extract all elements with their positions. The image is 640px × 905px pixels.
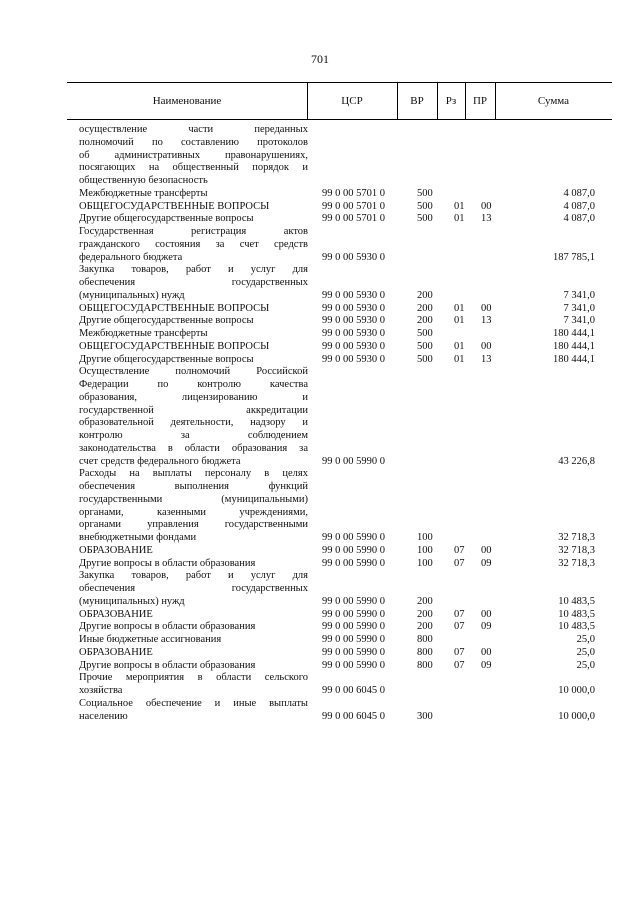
- row-vr: 500: [417, 213, 433, 225]
- row-pr: 00: [481, 200, 492, 212]
- row-name: [79, 698, 308, 724]
- table-row: [79, 226, 611, 264]
- row-sum: 32 718,3: [558, 544, 595, 556]
- table-row: [79, 341, 611, 354]
- table-row: [79, 698, 611, 724]
- row-vr: 200: [417, 621, 433, 633]
- row-csr: 99 0 00 6045 0: [322, 710, 385, 722]
- row-sum: 4 087,0: [563, 187, 595, 199]
- table-row: [79, 558, 611, 571]
- row-sum: 4 087,0: [563, 200, 595, 212]
- row-name-line: Другие общегосударственные вопросы: [79, 353, 254, 365]
- row-name: [79, 609, 308, 622]
- table-row: [79, 468, 611, 545]
- row-vr: 500: [417, 200, 433, 212]
- row-rz: 01: [454, 340, 465, 352]
- row-sum: 43 226,8: [558, 455, 595, 467]
- row-vr: 200: [417, 315, 433, 327]
- row-name-line: ОБЩЕГОСУДАРСТВЕННЫЕ ВОПРОСЫ: [79, 302, 270, 314]
- table-header: [67, 82, 612, 120]
- row-csr: 99 0 00 5990 0: [322, 634, 385, 645]
- table-row: [79, 647, 611, 660]
- table-row: [79, 672, 611, 698]
- row-vr: 800: [417, 646, 433, 658]
- row-name: [79, 647, 308, 660]
- row-csr: 99 0 00 5990 0: [322, 608, 385, 620]
- row-pr: 13: [481, 315, 492, 327]
- row-sum: 10 483,5: [558, 595, 595, 607]
- row-sum: 25,0: [576, 659, 595, 671]
- row-rz: 01: [454, 200, 465, 212]
- row-vr: 500: [417, 328, 433, 339]
- table-row: [79, 354, 611, 367]
- row-rz: 07: [454, 557, 465, 569]
- row-pr: 13: [481, 213, 492, 225]
- row-name-line: об административных правонарушениях,: [79, 149, 308, 161]
- row-csr: 99 0 00 5701 0: [322, 200, 385, 212]
- row-csr: 99 0 00 5930 0: [322, 353, 385, 365]
- row-csr: 99 0 00 5701 0: [322, 213, 385, 225]
- row-name-line: ОБЩЕГОСУДАРСТВЕННЫЕ ВОПРОСЫ: [79, 200, 270, 212]
- row-pr: 09: [481, 557, 492, 569]
- row-sum: 7 341,0: [563, 315, 595, 327]
- row-name-line: ОБРАЗОВАНИЕ: [79, 608, 153, 620]
- header-rz: Рз: [437, 83, 466, 119]
- row-name: [79, 188, 308, 201]
- row-name-line: (муниципальных) нужд: [79, 289, 185, 301]
- row-name-line: Государственная регистрация актов: [79, 226, 308, 237]
- row-name: [79, 545, 308, 558]
- row-name-line: государственными (муниципальными): [79, 493, 308, 505]
- row-name-line: общественную безопасность: [79, 175, 208, 186]
- row-name: [79, 660, 308, 673]
- row-pr: 09: [481, 621, 492, 633]
- table-row: [79, 621, 611, 634]
- row-name-line: Закупка товаров, работ и услуг для: [79, 264, 308, 276]
- row-vr: 500: [417, 187, 433, 199]
- row-name: [79, 354, 308, 367]
- row-csr: 99 0 00 5990 0: [322, 621, 385, 633]
- row-name-line: Федерации по контролю качества: [79, 379, 308, 390]
- row-vr: 200: [417, 595, 433, 607]
- row-name-line: полномочий по составлению протоколов: [79, 136, 308, 148]
- row-csr: 99 0 00 5930 0: [322, 251, 385, 263]
- row-rz: 07: [454, 544, 465, 556]
- row-name-line: Иные бюджетные ассигнования: [79, 634, 222, 645]
- table-row: [79, 188, 611, 201]
- row-name-line: Закупка товаров, работ и услуг для: [79, 570, 308, 582]
- row-sum: 10 000,0: [558, 710, 595, 722]
- row-csr: 99 0 00 5990 0: [322, 659, 385, 671]
- header-csr: ЦСР: [307, 83, 398, 119]
- row-pr: 00: [481, 608, 492, 620]
- row-csr: 99 0 00 5990 0: [322, 455, 385, 467]
- row-vr: 100: [417, 557, 433, 569]
- table-row: [79, 328, 611, 341]
- row-name-line: Другие вопросы в области образования: [79, 621, 256, 633]
- row-name-line: посягающих на общественный порядок и: [79, 162, 308, 174]
- row-name: [79, 213, 308, 226]
- header-name: Наименование: [67, 83, 308, 119]
- row-name-line: Межбюджетные трансферты: [79, 328, 208, 339]
- row-sum: 32 718,3: [558, 532, 595, 543]
- row-vr: 800: [417, 634, 433, 645]
- row-pr: 00: [481, 340, 492, 352]
- row-name: [79, 634, 308, 647]
- row-name-line: законодательства в области образования за: [79, 442, 308, 454]
- row-csr: 99 0 00 5990 0: [322, 532, 385, 543]
- row-sum: 7 341,0: [563, 289, 595, 301]
- row-vr: 800: [417, 659, 433, 671]
- row-name: [79, 366, 308, 468]
- row-csr: 99 0 00 5930 0: [322, 328, 385, 339]
- table-row: [79, 570, 611, 608]
- row-sum: 187 785,1: [553, 251, 595, 263]
- row-rz: 01: [454, 213, 465, 225]
- row-name: [79, 315, 308, 328]
- row-name-line: счет средств федерального бюджета: [79, 455, 241, 467]
- row-name-line: осуществление части переданных: [79, 124, 308, 135]
- row-pr: 13: [481, 353, 492, 365]
- row-rz: 07: [454, 608, 465, 620]
- row-name-line: обеспечения государственных: [79, 277, 308, 288]
- row-csr: 99 0 00 5930 0: [322, 340, 385, 352]
- row-name-line: Другие общегосударственные вопросы: [79, 315, 254, 327]
- row-vr: 200: [417, 608, 433, 620]
- header-sum: Сумма: [537, 95, 570, 107]
- row-sum: 4 087,0: [563, 213, 595, 225]
- row-name-line: органами, казенными учреждениями,: [79, 506, 308, 518]
- row-name-line: хозяйства: [79, 685, 123, 696]
- row-csr: 99 0 00 5930 0: [322, 315, 385, 327]
- row-name-line: Расходы на выплаты персоналу в целях: [79, 468, 308, 480]
- row-name: [79, 672, 308, 698]
- row-sum: 10 483,5: [558, 608, 595, 620]
- row-vr: 100: [417, 544, 433, 556]
- row-name: [79, 226, 308, 264]
- row-name-line: Другие вопросы в области образования: [79, 557, 256, 569]
- row-csr: 99 0 00 5930 0: [322, 302, 385, 314]
- row-csr: 99 0 00 6045 0: [322, 685, 385, 696]
- table-row: [79, 545, 611, 558]
- row-name-line: образовательной деятельности, надзору и: [79, 417, 308, 429]
- row-pr: 00: [481, 544, 492, 556]
- row-pr: 00: [481, 646, 492, 658]
- row-vr: 200: [417, 302, 433, 314]
- row-name: [79, 570, 308, 608]
- table-row: [79, 609, 611, 622]
- row-name-line: Социальное обеспечение и иные выплаты: [79, 697, 308, 709]
- row-name-line: обеспечения государственных: [79, 583, 308, 594]
- row-name: [79, 201, 308, 214]
- page-number: 701: [311, 52, 329, 66]
- table-row: [79, 315, 611, 328]
- row-name-line: контролю за соблюдением: [79, 430, 308, 441]
- row-name: [79, 621, 308, 634]
- row-rz: 01: [454, 315, 465, 327]
- table-row: [79, 201, 611, 214]
- row-name-line: внебюджетными фондами: [79, 532, 197, 543]
- row-vr: 500: [417, 340, 433, 352]
- row-pr: 09: [481, 659, 492, 671]
- row-name-line: (муниципальных) нужд: [79, 595, 185, 607]
- row-csr: 99 0 00 5990 0: [322, 544, 385, 556]
- row-name-line: Межбюджетные трансферты: [79, 187, 208, 199]
- row-name-line: органами управления государственными: [79, 519, 308, 531]
- row-name: [79, 468, 308, 545]
- table-row: [79, 303, 611, 316]
- table-row: [79, 366, 611, 468]
- table-row: [79, 634, 611, 647]
- row-name-line: обеспечения выполнения функций: [79, 481, 308, 492]
- row-name: [79, 558, 308, 571]
- row-csr: 99 0 00 5930 0: [322, 289, 385, 301]
- row-sum: 180 444,1: [553, 353, 595, 365]
- row-sum: 180 444,1: [553, 340, 595, 352]
- row-rz: 07: [454, 659, 465, 671]
- row-name: [79, 328, 308, 341]
- row-sum: 10 483,5: [558, 621, 595, 633]
- row-name-line: образования, лицензированию и: [79, 391, 308, 403]
- row-name-line: федерального бюджета: [79, 251, 183, 263]
- header-vr: ВР: [397, 83, 438, 119]
- row-name: [79, 264, 308, 302]
- table-row: [79, 213, 611, 226]
- row-csr: 99 0 00 5701 0: [322, 187, 385, 199]
- row-vr: 100: [417, 532, 433, 543]
- table-row: [79, 124, 611, 188]
- row-sum: 180 444,1: [553, 328, 595, 339]
- row-rz: 01: [454, 302, 465, 314]
- row-sum: 7 341,0: [563, 302, 595, 314]
- row-name-line: гражданского состояния за счет средств: [79, 238, 308, 250]
- row-rz: 07: [454, 646, 465, 658]
- row-csr: 99 0 00 5990 0: [322, 646, 385, 658]
- row-name-line: населению: [79, 710, 128, 722]
- row-name-line: Другие вопросы в области образования: [79, 659, 256, 671]
- row-rz: 07: [454, 621, 465, 633]
- row-sum: 25,0: [576, 646, 595, 658]
- row-sum: 25,0: [576, 634, 595, 645]
- row-rz: 01: [454, 353, 465, 365]
- row-csr: 99 0 00 5990 0: [322, 595, 385, 607]
- row-name-line: ОБЩЕГОСУДАРСТВЕННЫЕ ВОПРОСЫ: [79, 340, 270, 352]
- row-name: [79, 303, 308, 316]
- row-pr: 00: [481, 302, 492, 314]
- table-row: [79, 660, 611, 673]
- header-pr: ПР: [465, 83, 496, 119]
- row-name-line: Осуществление полномочий Российской: [79, 366, 308, 378]
- row-name: [79, 341, 308, 354]
- row-name-line: государственной аккредитации: [79, 404, 308, 416]
- row-name-line: Прочие мероприятия в области сельского: [79, 672, 308, 684]
- row-vr: 200: [417, 289, 433, 301]
- row-vr: 500: [417, 353, 433, 365]
- table-row: [79, 264, 611, 302]
- row-name-line: ОБРАЗОВАНИЕ: [79, 646, 153, 658]
- row-name-line: ОБРАЗОВАНИЕ: [79, 544, 153, 556]
- row-csr: 99 0 00 5990 0: [322, 557, 385, 569]
- row-name-line: Другие общегосударственные вопросы: [79, 213, 254, 225]
- row-sum: 32 718,3: [558, 557, 595, 569]
- row-name: [79, 124, 308, 188]
- row-vr: 300: [417, 710, 433, 722]
- row-sum: 10 000,0: [558, 685, 595, 696]
